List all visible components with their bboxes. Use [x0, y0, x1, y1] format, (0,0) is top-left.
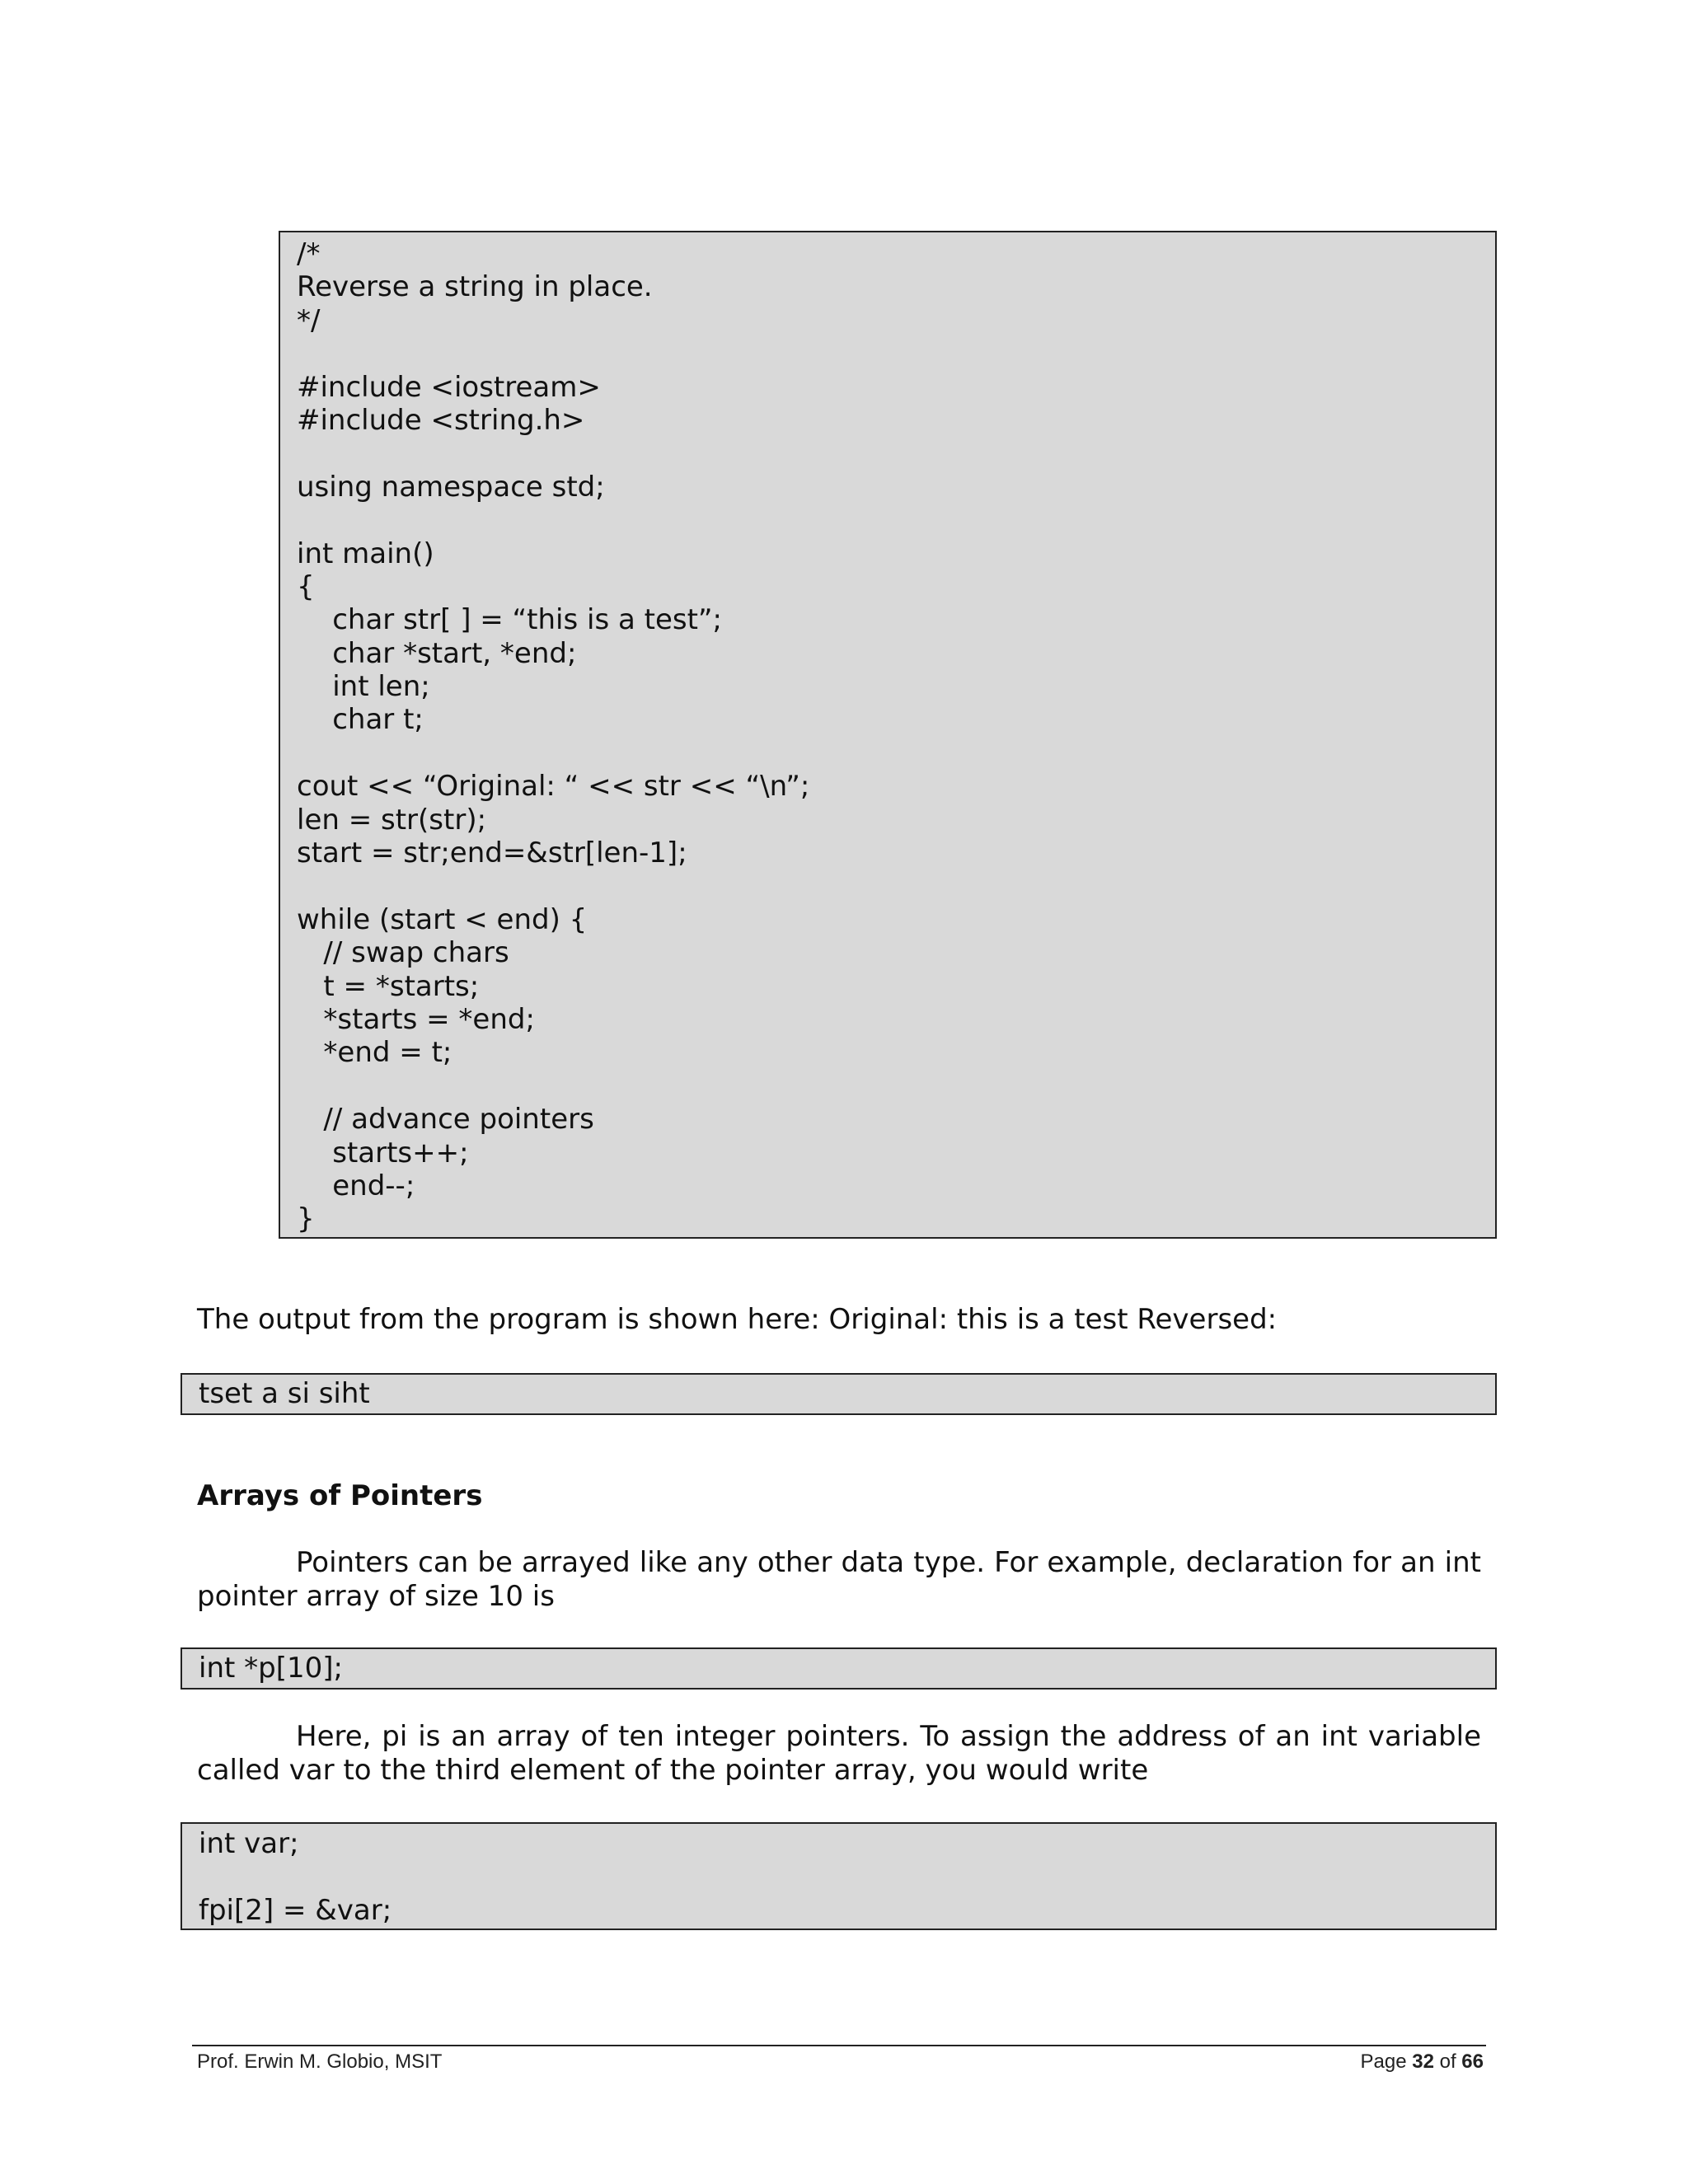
assignment-code-block: [181, 1822, 1497, 1930]
code-line: int var;: [199, 1827, 299, 1860]
code-line: char str[ ] = “this is a test”;: [297, 603, 722, 637]
code-line: len = str(str);: [297, 803, 487, 837]
code-line: /*: [297, 237, 321, 270]
code-line: while (start < end) {: [297, 902, 588, 936]
code-line: }: [297, 1202, 315, 1236]
code-line: Reverse a string in place.: [297, 270, 653, 304]
code-line: // swap chars: [297, 936, 509, 970]
paragraph-pointer-arrays: Pointers can be arrayed like any other data type. For example, declaration for an int pointer array of size 10 is: [197, 1546, 1481, 1613]
code-line: fpi[2] = &var;: [199, 1894, 392, 1927]
code-line: [297, 869, 1495, 902]
output-intro-text: The output from the program is shown here: Original: this is a test Reversed:: [197, 1303, 1278, 1336]
section-heading: Arrays of Pointers: [197, 1479, 483, 1512]
code-line: *starts = *end;: [297, 1002, 535, 1036]
paragraph-assign-address: Here, pi is an array of ten integer pointers. To assign the address of an int variable called var to the third element of the pointer array, you would write: [197, 1720, 1481, 1787]
code-line: [199, 1861, 1495, 1895]
code-line: [297, 1070, 1495, 1103]
code-line: [297, 437, 1495, 470]
code-line: *end = t;: [297, 1036, 452, 1070]
code-line: tset a si siht: [199, 1377, 370, 1410]
output-code-block: [181, 1373, 1497, 1415]
code-line: */: [297, 303, 321, 337]
page-prefix: Page: [1360, 2050, 1407, 2073]
code-line: int *p[10];: [199, 1652, 343, 1685]
code-line: {: [297, 569, 315, 603]
code-line: // advance pointers: [297, 1103, 594, 1137]
code-line: using namespace std;: [297, 470, 605, 504]
page-total: 66: [1461, 2050, 1484, 2073]
code-line: start = str;end=&str[len-1];: [297, 837, 687, 870]
page-current: 32: [1412, 2050, 1434, 2073]
code-line: int len;: [297, 670, 430, 704]
declaration-code-block: [181, 1647, 1497, 1690]
code-line: #include <iostream>: [297, 370, 601, 404]
code-line: [297, 504, 1495, 537]
code-line: char *start, *end;: [297, 636, 577, 670]
code-line: #include <string.h>: [297, 403, 585, 437]
code-line: t = *starts;: [297, 969, 480, 1003]
code-line: end--;: [297, 1169, 415, 1202]
footer-page-number: [1361, 2050, 1484, 2074]
code-line: [297, 737, 1495, 770]
reverse-string-code-block: [279, 231, 1497, 1239]
footer-divider: [192, 2045, 1486, 2046]
code-line: char t;: [297, 703, 424, 737]
page-of: of: [1439, 2050, 1456, 2073]
code-line: starts++;: [297, 1136, 469, 1169]
code-line: [297, 337, 1495, 370]
code-line: cout << “Original: “ << str << “\n”;: [297, 770, 810, 804]
footer-author: Prof. Erwin M. Globio, MSIT: [197, 2050, 443, 2073]
code-line: int main(): [297, 537, 434, 570]
